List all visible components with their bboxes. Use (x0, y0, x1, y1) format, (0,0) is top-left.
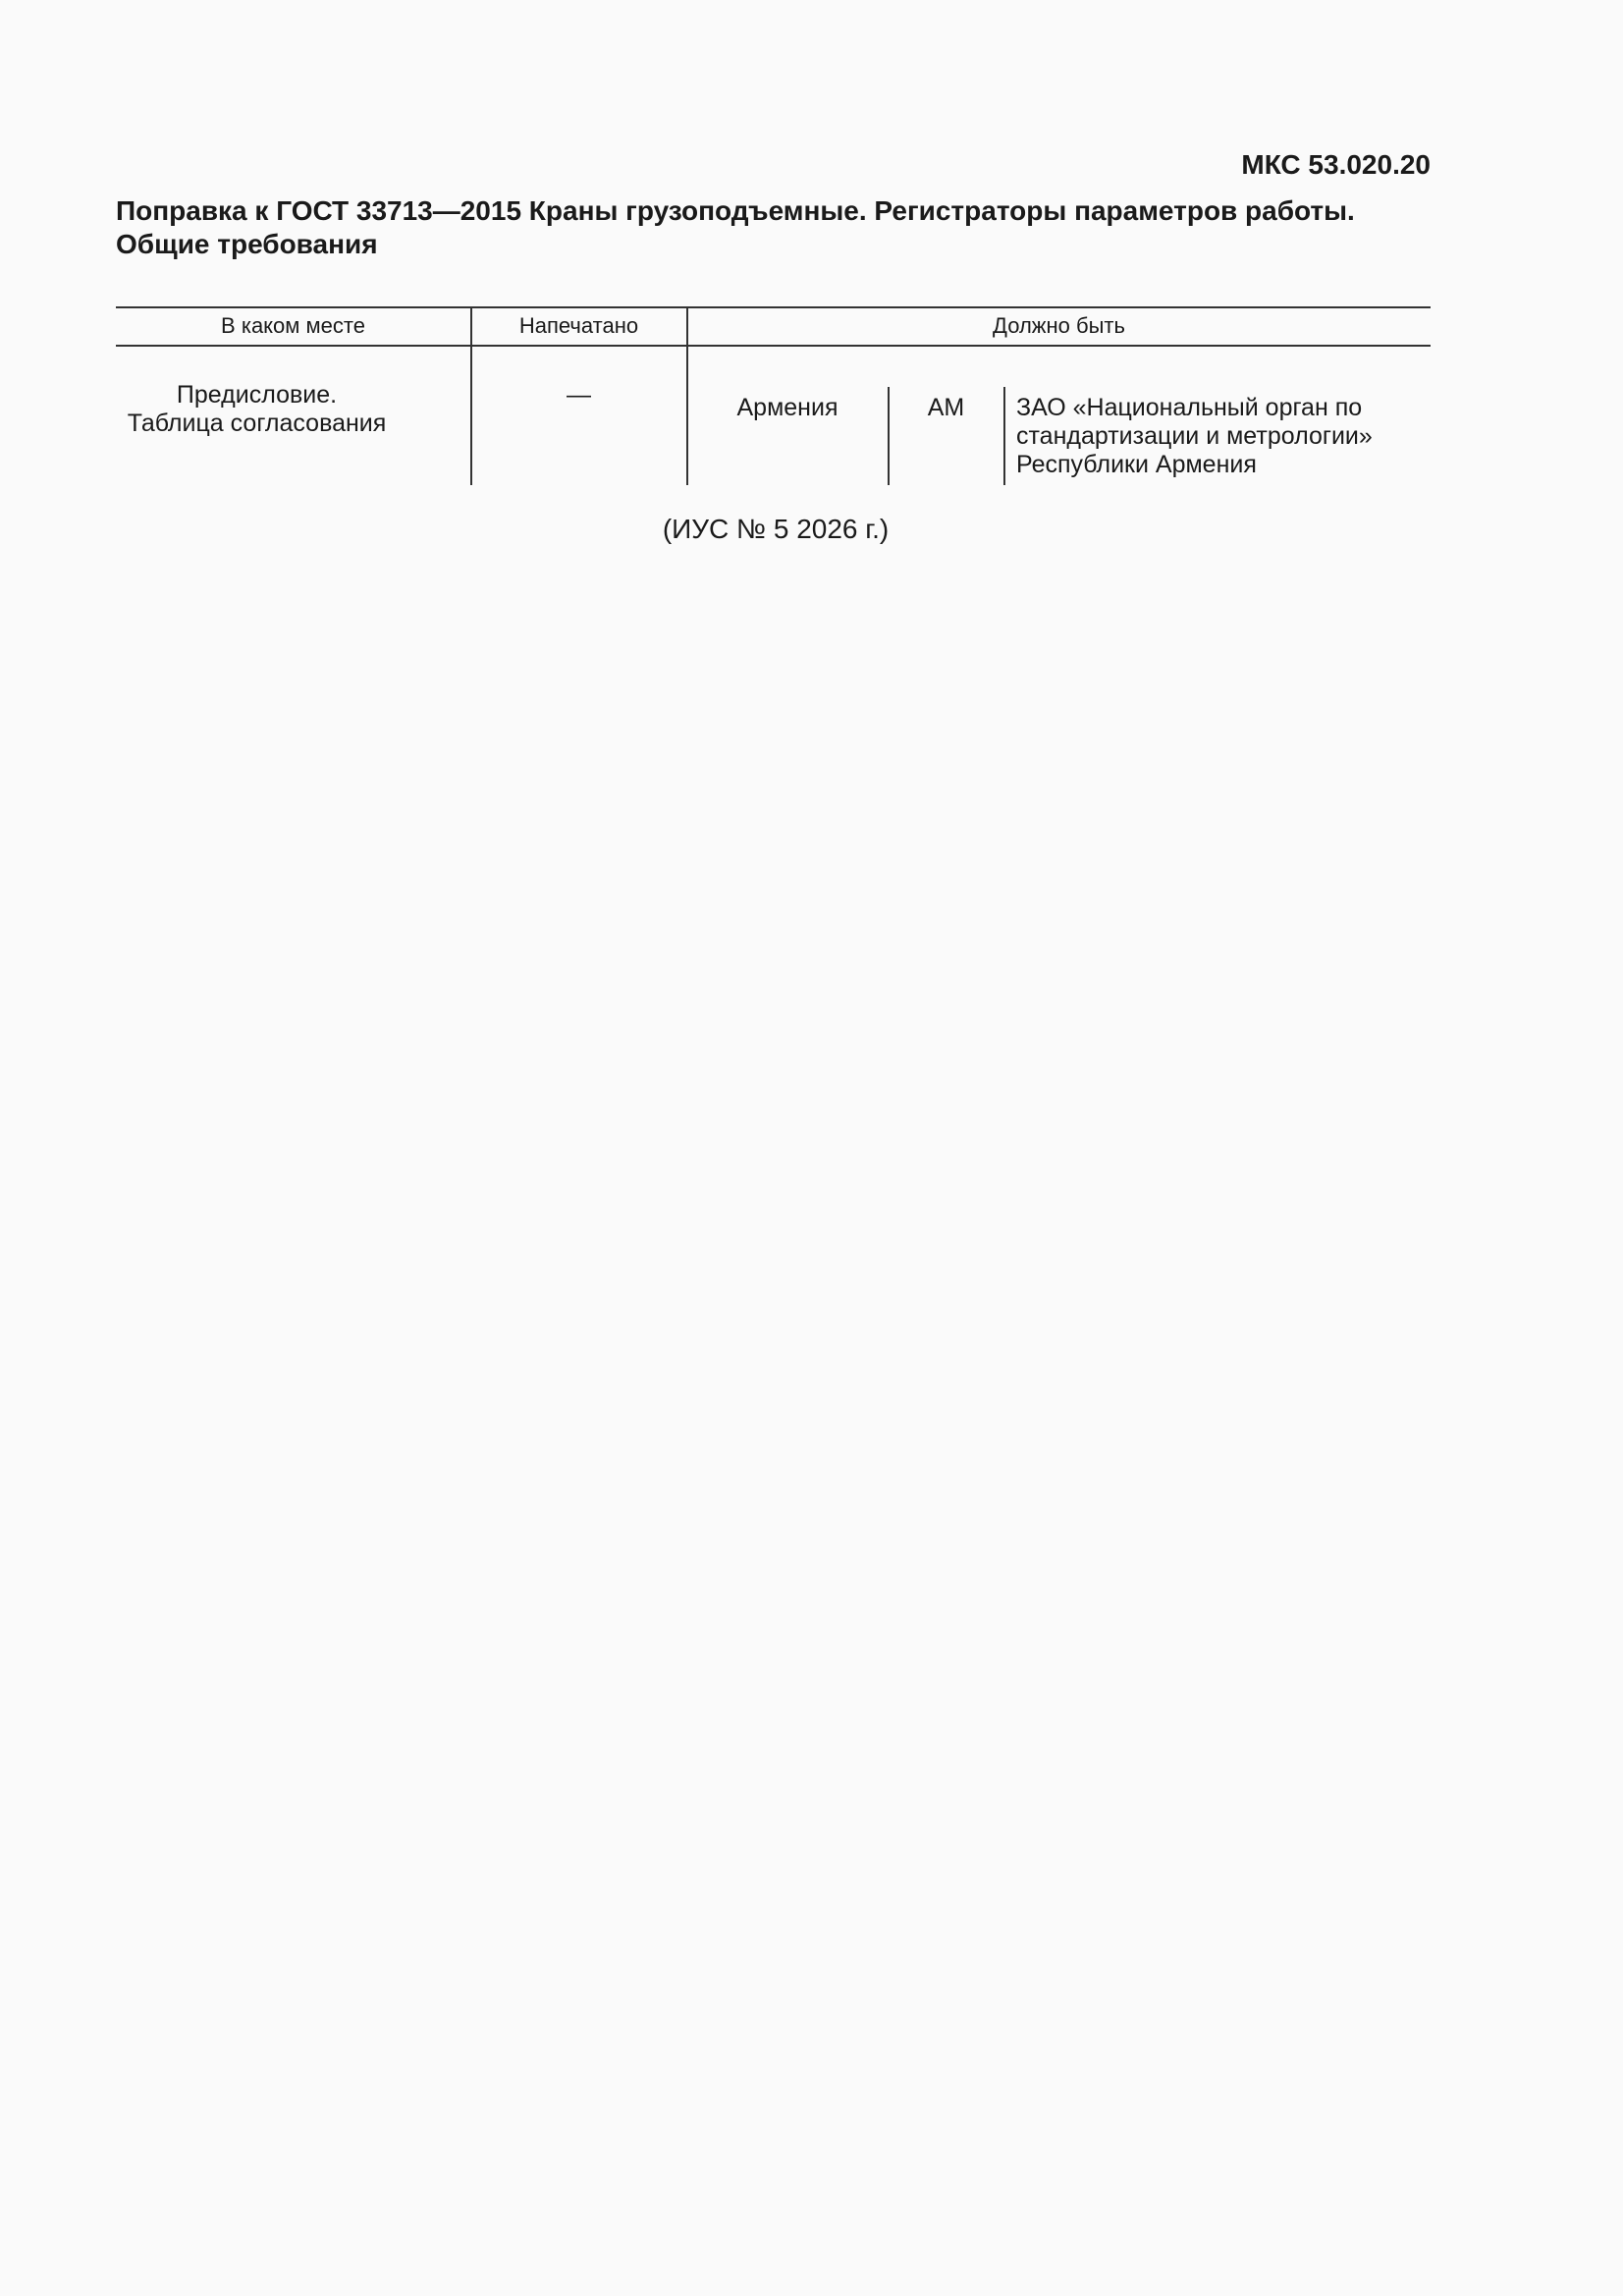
header-should-be: Должно быть (993, 313, 1125, 338)
sub-column-divider-2 (1003, 387, 1005, 485)
classification-code: МКС 53.020.20 (1241, 149, 1431, 180)
country-cell: Армения (736, 394, 839, 421)
location-line-2: Таблица согласования (127, 410, 387, 437)
printed-value: — (567, 381, 591, 409)
country-code-cell: AM (927, 394, 965, 421)
agency-cell: ЗАО «Национальный орган по стандартизации и метрологии» Республики Армения (1016, 394, 1373, 478)
document-title: Поправка к ГОСТ 33713—2015 Краны грузоподъемные. Регистраторы параметров работы. Общие требования (116, 195, 1355, 259)
issue-reference: (ИУС № 5 2026 г.) (662, 514, 890, 544)
location-line-1: Предисловие. (176, 381, 338, 409)
table-top-rule (116, 306, 1431, 308)
header-location: В каком месте (221, 313, 365, 338)
header-printed: Напечатано (518, 313, 639, 338)
table-header-rule (116, 345, 1431, 347)
